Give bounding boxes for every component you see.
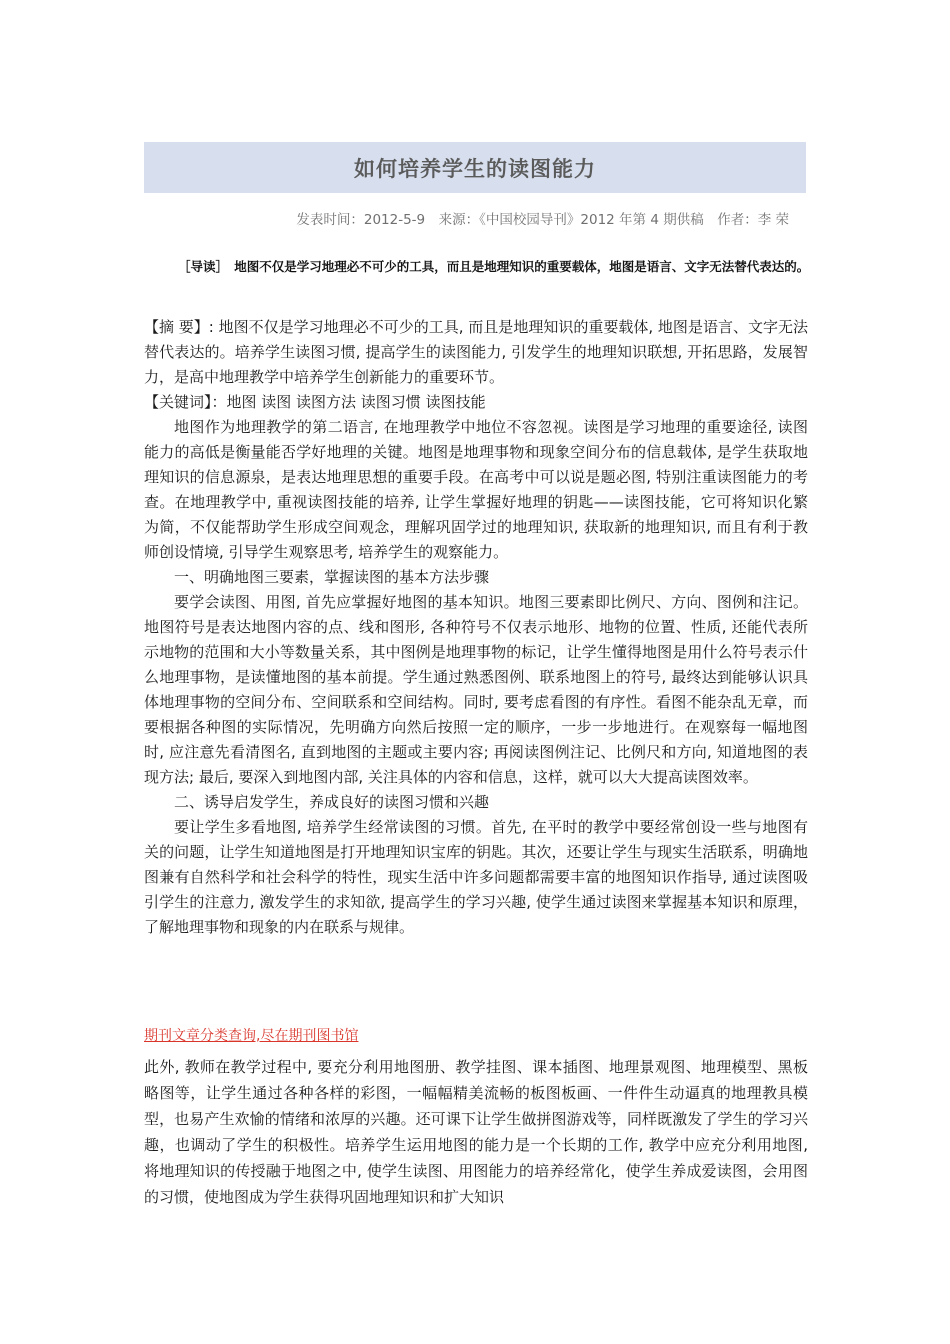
article-title: 如何培养学生的读图能力 — [354, 156, 596, 181]
article-lead: ［导读］ 地图不仅是学习地理必不可少的工具，而且是地理知识的重要载体，地图是语言、文字无法替代表达的。 — [178, 259, 810, 274]
article-body-continued — [144, 1054, 808, 1210]
journal-library-link[interactable]: 期刊文章分类查询,尽在期刊图书馆 — [144, 1028, 359, 1044]
keywords: 【关键词】：地图 读图 读图方法 读图习惯 读图技能 — [144, 393, 486, 411]
title-banner — [144, 142, 806, 193]
section-heading-2: 二、诱导启发学生，养成良好的读图习惯和兴趣 — [174, 793, 490, 811]
article-body — [144, 315, 808, 940]
section-heading-1: 一、明确地图三要素，掌握读图的基本方法步骤 — [174, 568, 490, 586]
paragraph-intro: 地图作为地理教学的第二语言, 在地理教学中地位不容忽视。读图是学习地理的重要途径, 读图能力的高低是衡量能否学好地理的关键。地图是地理事物和现象空间分布的信息载体, 是学生获取地理知识的信息源泉，是表达地理思想的重要手段。在高考中可以说是题必图, 特别注重读图能力的考查。在地理教学中, 重视读图技能的培养, 让学生掌握好地理的钥匙——读图技能，它可将知识化繁为简，不仅能帮助学生形成空间观念，理解巩固学过的地理知识, 获取新的地理知识, 而且有利于教师创设情境, 引导学生观察思考, 培养学生的观察能力。 — [144, 418, 808, 561]
paragraph-continued: 此外, 教师在教学过程中, 要充分利用地图册、教学挂图、课本插图、地理景观图、地理模型、黑板略图等，让学生通过各种各样的彩图，一幅幅精美流畅的板图板画、一件件生动逼真的地理教具模型，也易产生欢愉的情绪和浓厚的兴趣。还可课下让学生做拼图游戏等，同样既激发了学生的学习兴趣，也调动了学生的积极性。培养学生运用地图的能力是一个长期的工作, 教学中应充分利用地图, 将地理知识的传授融于地图之中, 使学生读图、用图能力的培养经常化，使学生养成爱读图，会用图的习惯，使地图成为学生获得巩固地理知识和扩大知识 — [144, 1058, 808, 1206]
article-meta: 发表时间：2012-5-9 来源：《中国校园导刊》2012 年第 4 期供稿 作者：李 荣 — [296, 212, 789, 228]
paragraph-section-2: 要让学生多看地图, 培养学生经常读图的习惯。首先, 在平时的教学中要经常创设一些与地图有关的问题，让学生知道地图是打开地理知识宝库的钥匙。其次，还要让学生与现实生活联系，明确地图兼有自然科学和社会科学的特性，现实生活中许多问题都需要丰富的地图知识作指导, 通过读图吸引学生的注意力, 激发学生的求知欲, 提高学生的学习兴趣, 使学生通过读图来掌握基本知识和原理，了解地理事物和现象的内在联系与规律。 — [144, 818, 808, 936]
abstract: 【摘 要】: 地图不仅是学习地理必不可少的工具, 而且是地理知识的重要载体, 地图是语言、文字无法替代表达的。培养学生读图习惯, 提高学生的读图能力, 引发学生的地理知识联想, 开拓思路，发展智力，是高中地理教学中培养学生创新能力的重要环节。 — [144, 318, 808, 386]
paragraph-section-1: 要学会读图、用图, 首先应掌握好地图的基本知识。地图三要素即比例尺、方向、图例和注记。地图符号是表达地图内容的点、线和图形, 各种符号不仅表示地形、地物的位置、性质, 还能代表所示地物的范围和大小等数量关系，其中图例是地理事物的标记，让学生懂得地图是用什么符号表示什么地理事物，是读懂地图的基本前提。学生通过熟悉图例、联系地图上的符号, 最终达到能够认识具体地理事物的空间分布、空间联系和空间结构。同时, 要考虑看图的有序性。看图不能杂乱无章，而要根据各种图的实际情况，先明确方向然后按照一定的顺序，一步一步地进行。在观察每一幅地图时, 应注意先看清图名, 直到地图的主题或主要内容; 再阅读图例注记、比例尺和方向, 知道地图的表现方法; 最后, 要深入到地图内部, 关注具体的内容和信息，这样，就可以大大提高读图效率。 — [144, 593, 808, 786]
